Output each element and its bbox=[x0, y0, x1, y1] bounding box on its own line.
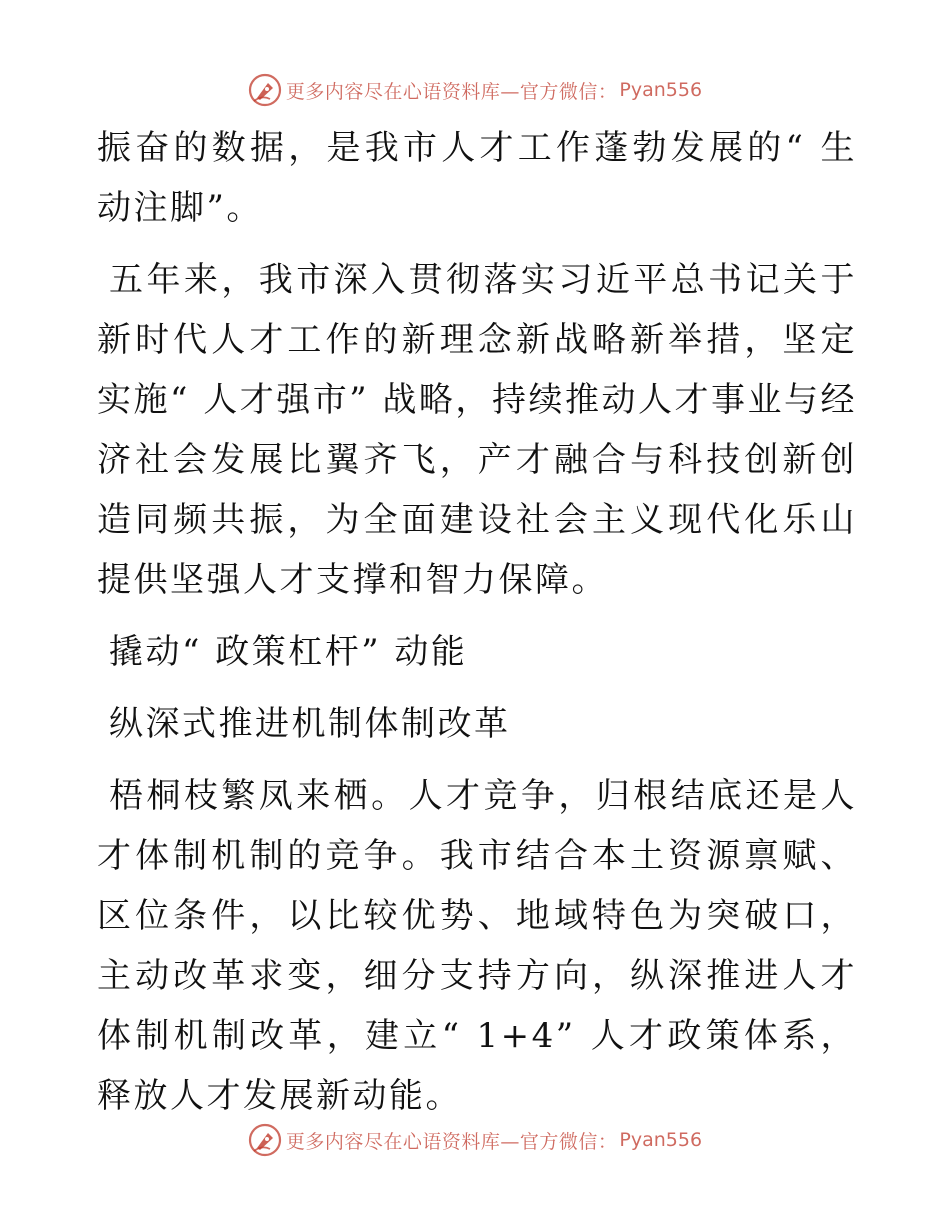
document-body bbox=[97, 118, 857, 1138]
pen-nib-logo-icon bbox=[248, 73, 282, 107]
watermark-text: 更多内容尽在心语资料库—官方微信： bbox=[285, 80, 618, 103]
section-heading-1: 撬动“ 政策杠杆” 动能 bbox=[109, 632, 468, 672]
section-heading-2: 纵深式推进机制体制改革 bbox=[109, 704, 511, 744]
watermark-text: 更多内容尽在心语资料库—官方微信： bbox=[285, 1130, 618, 1153]
paragraph-3: 梧桐枝繁凤来栖。人才竞争，归根结底还是人才体制机制的竞争。我市结合本土资源禀赋、区位条件，以比较优势、地域特色为突破口，主动改革求变，细分支持方向，纵深推进人才体制机制改革，建立“ 1+4” 人才政策体系，释放人才发展新动能。 bbox=[97, 776, 857, 1116]
paragraph-1: 振奋的数据，是我市人才工作蓬勃发展的“ 生动注脚”。 bbox=[97, 128, 857, 228]
footer-watermark bbox=[0, 1120, 950, 1160]
watermark-wechat-id: Pyan556 bbox=[619, 1129, 703, 1151]
pen-nib-logo-icon bbox=[248, 1123, 282, 1157]
paragraph-2: 五年来，我市深入贯彻落实习近平总书记关于新时代人才工作的新理念新战略新举措，坚定实施“ 人才强市” 战略，持续推动人才事业与经济社会发展比翼齐飞，产才融合与科技创新创造同频共振，为全面建设社会主义现代化乐山提供坚强人才支撑和智力保障。 bbox=[97, 260, 857, 600]
watermark-wechat-id: Pyan556 bbox=[619, 79, 703, 101]
header-watermark bbox=[0, 70, 950, 110]
